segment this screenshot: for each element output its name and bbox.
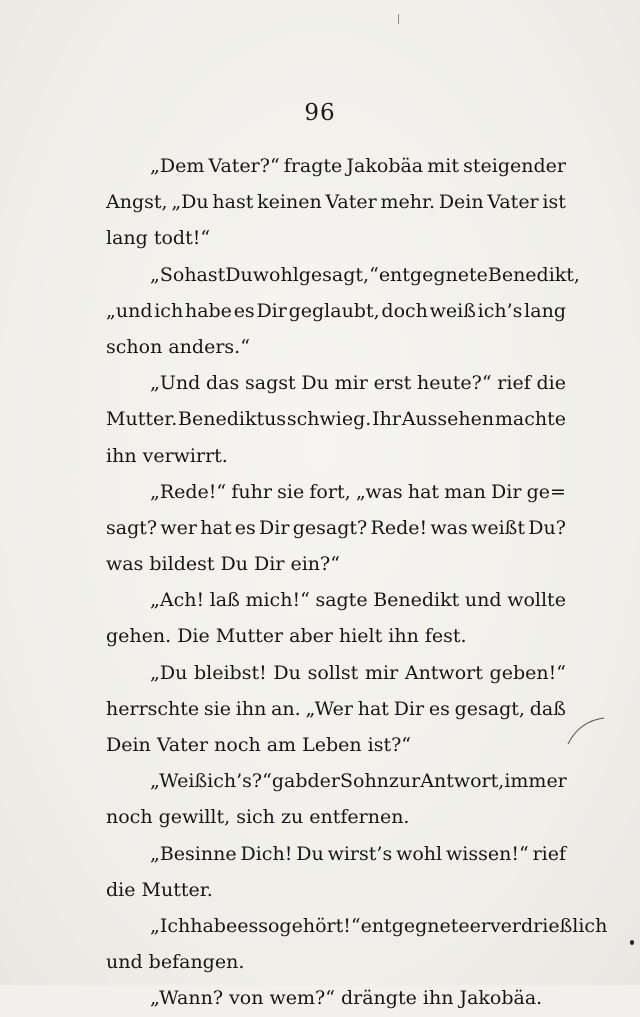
text-line: noch gewillt, sich zu entfernen.: [106, 806, 410, 829]
text-line: was bildest Du Dir ein?“: [106, 553, 340, 576]
text-line: und befangen.: [106, 951, 245, 974]
text-line: herrschte sie ihn an. „Wer hat Dir es gesagt, daß: [106, 697, 566, 720]
text-line: „Weiß ich’s?“ gab der Sohn zur Antwort, immer: [150, 770, 567, 793]
page-mark: [398, 14, 399, 24]
text-line: „So hast Du wohl gesagt,“ entgegnete Benedikt,: [150, 263, 580, 286]
text-line: „Ach! laß mich!“ sagte Benedikt und wollte: [150, 589, 566, 612]
text-line: „Besinne Dich! Du wirst’s wohl wissen!“ rief: [150, 842, 566, 865]
print-speck: [630, 940, 634, 945]
margin-pencil-mark: [566, 716, 606, 746]
text-line: Dein Vater noch am Leben ist?“: [106, 734, 412, 756]
text-line: ihn verwirrt.: [106, 444, 228, 467]
text-line: gehen. Die Mutter aber hielt ihn fest.: [106, 625, 467, 648]
text-line: Angst, „Du hast keinen Vater mehr. Dein Vater ist: [106, 191, 566, 214]
text-line: schon anders.“: [106, 335, 250, 358]
text-line: „und ich habe es Dir geglaubt, doch weiß ich’s lang: [106, 299, 566, 322]
text-line: „Wann? von wem?“ drängte ihn Jakobäa.: [150, 987, 543, 1010]
text-line: die Mutter.: [106, 878, 213, 901]
text-line: Mutter. Benediktus schwieg. Ihr Aussehen machte: [106, 408, 566, 431]
text-line: „Rede!“ fuhr sie fort, „was hat man Dir ge=: [150, 480, 566, 503]
page-number: 96: [304, 100, 336, 126]
text-line: „Und das sagst Du mir erst heute?“ rief die: [150, 372, 566, 395]
text-line: lang todt!“: [106, 227, 211, 250]
text-line: sagt? wer hat es Dir gesagt? Rede! was weißt Du?: [106, 516, 566, 539]
text-line: „Dem Vater?“ fragte Jakobäa mit steigender: [150, 155, 566, 177]
text-line: „Du bleibst! Du sollst mir Antwort geben!“: [150, 661, 566, 684]
body-text: [106, 148, 608, 1017]
text-line: „Ich habe es so gehört!“ entgegnete er verdrießlich: [150, 914, 608, 937]
